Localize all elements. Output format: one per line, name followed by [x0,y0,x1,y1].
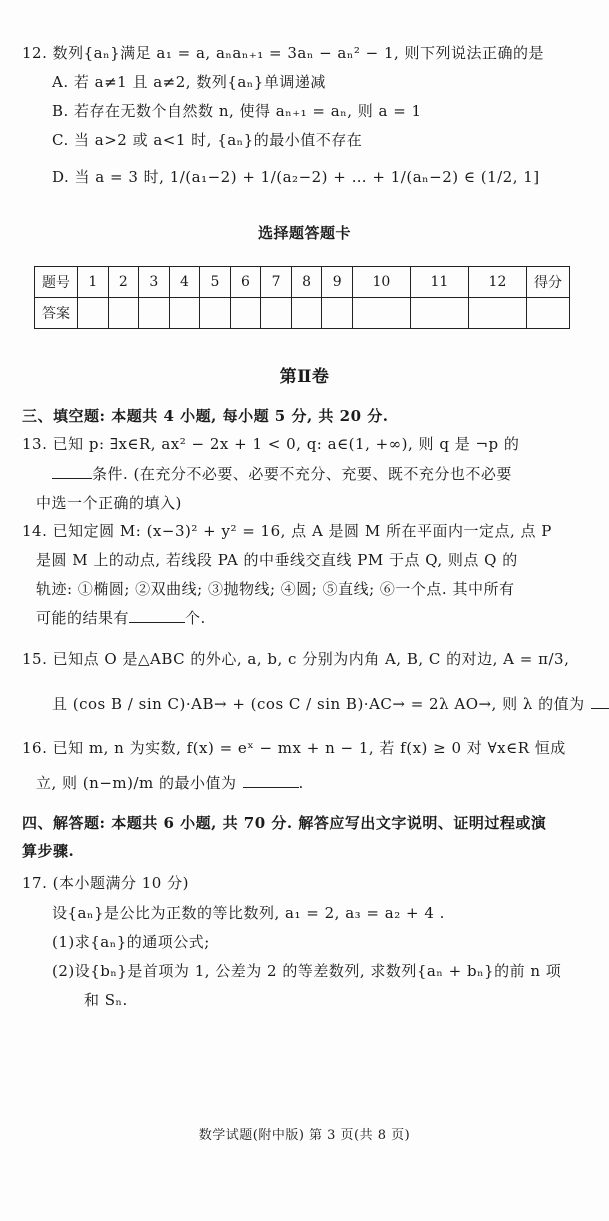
q16-line2: 立, 则 (n−m)/m 的最小值为 . [36,774,304,792]
answer-cell-4 [169,298,200,329]
answer-card-table [34,266,570,329]
q16-line1: 16. 已知 m, n 为实数, f(x) = eˣ − mx + n − 1, 若 f(x) ≥ 0 对 ∀x∈R 恒成 [22,739,566,757]
answer-cell-9 [322,298,353,329]
cell-score: 得分 [527,267,570,298]
q14-blank [129,608,185,623]
q12-option-a: A. 若 a≠1 且 a≠2, 数列{aₙ}单调递减 [52,73,326,91]
q13-line2-text: 条件. (在充分不必要、必要不充分、充要、既不充分也不必要 [92,465,512,483]
q12-option-d: D. 当 a = 3 时, 1/(a₁−2) + 1/(a₂−2) + … + 1/(aₙ−2) ∈ (1/2, 1] [52,168,540,186]
q12-option-c: C. 当 a>2 或 a<1 时, {aₙ}的最小值不存在 [52,131,363,149]
q17-line2: (1)求{aₙ}的通项公式; [52,933,210,951]
cell-num-5: 5 [200,267,231,298]
cell-num-8: 8 [291,267,322,298]
q15-line1: 15. 已知点 O 是△ABC 的外心, a, b, c 分别为内角 A, B, C 的对边, A = π/3, [22,650,570,668]
section4-line2: 算步骤. [22,842,75,860]
q17-line3: (2)设{bₙ}是首项为 1, 公差为 2 的等差数列, 求数列{aₙ + bₙ}的前 n 项 [52,962,562,980]
score-cell [527,298,570,329]
q13-line3: 中选一个正确的填入) [36,494,182,512]
q13-line1: 13. 已知 p: ∃x∈R, ax² − 2x + 1 < 0, q: a∈(1, +∞), 则 q 是 ¬p 的 [22,435,520,453]
answer-card-answer-row [35,298,570,329]
cell-answer-label: 答案 [35,298,78,329]
answer-cell-11 [410,298,468,329]
section3-heading: 三、填空题: 本题共 4 小题, 每小题 5 分, 共 20 分. [22,407,389,425]
cell-num-11: 11 [410,267,468,298]
q13-line2 [52,463,512,484]
cell-num-1: 1 [78,267,109,298]
q15-blank [591,694,609,709]
answer-cell-6 [230,298,261,329]
q17-line1: 设{aₙ}是公比为正数的等比数列, a₁ = 2, a₃ = a₂ + 4 . [52,904,445,922]
q17-heading: 17. (本小题满分 10 分) [22,874,189,892]
cell-num-3: 3 [139,267,170,298]
answer-cell-10 [352,298,410,329]
answer-cell-8 [291,298,322,329]
cell-num-9: 9 [322,267,353,298]
cell-num-10: 10 [352,267,410,298]
answer-cell-3 [139,298,170,329]
q12-option-b: B. 若存在无数个自然数 n, 使得 aₙ₊₁ = aₙ, 则 a = 1 [52,102,422,120]
cell-num-12: 12 [468,267,526,298]
q14-line2: 是圆 M 上的动点, 若线段 PA 的中垂线交直线 PM 于点 Q, 则点 Q 的 [36,551,518,569]
q17-line4: 和 Sₙ. [84,991,128,1009]
q16-line2-text: 立, 则 (n−m)/m 的最小值为 [36,774,237,792]
q15-line2-text: 且 (cos B / sin C)·AB→ + (cos C / sin B)·AC→ = 2λ AO→, 则 λ 的值为 [52,695,585,713]
answer-cell-1 [78,298,109,329]
part2-title: 第Ⅱ卷 [279,367,330,387]
section4-line1: 四、解答题: 本题共 6 小题, 共 70 分. 解答应写出文字说明、证明过程或演 [22,814,547,832]
answer-cell-2 [108,298,139,329]
answer-card-header-row [35,267,570,298]
cell-label: 题号 [35,267,78,298]
q16-blank [243,773,299,788]
cell-num-7: 7 [261,267,292,298]
cell-num-6: 6 [230,267,261,298]
q14-line4-text: 可能的结果有 [36,609,130,627]
cell-num-2: 2 [108,267,139,298]
answer-card-title: 选择题答题卡 [257,224,351,242]
q14-line4 [36,607,206,628]
cell-num-4: 4 [169,267,200,298]
answer-cell-7 [261,298,292,329]
answer-cell-5 [200,298,231,329]
q14-line4-end: 个. [185,609,206,627]
q15-line2 [52,693,609,714]
page-footer: 数学试题(附中版) 第 3 页(共 8 页) [198,1128,411,1143]
q12-stem: 12. 数列{aₙ}满足 a₁ = a, aₙaₙ₊₁ = 3aₙ − aₙ² − 1, 则下列说法正确的是 [22,44,545,62]
answer-cell-12 [468,298,526,329]
q14-line3: 轨迹: ①椭圆; ②双曲线; ③抛物线; ④圆; ⑤直线; ⑥一个点. 其中所有 [36,580,515,598]
q13-blank [52,464,92,479]
q14-line1: 14. 已知定圆 M: (x−3)² + y² = 16, 点 A 是圆 M 所在平面内一定点, 点 P [22,522,552,540]
